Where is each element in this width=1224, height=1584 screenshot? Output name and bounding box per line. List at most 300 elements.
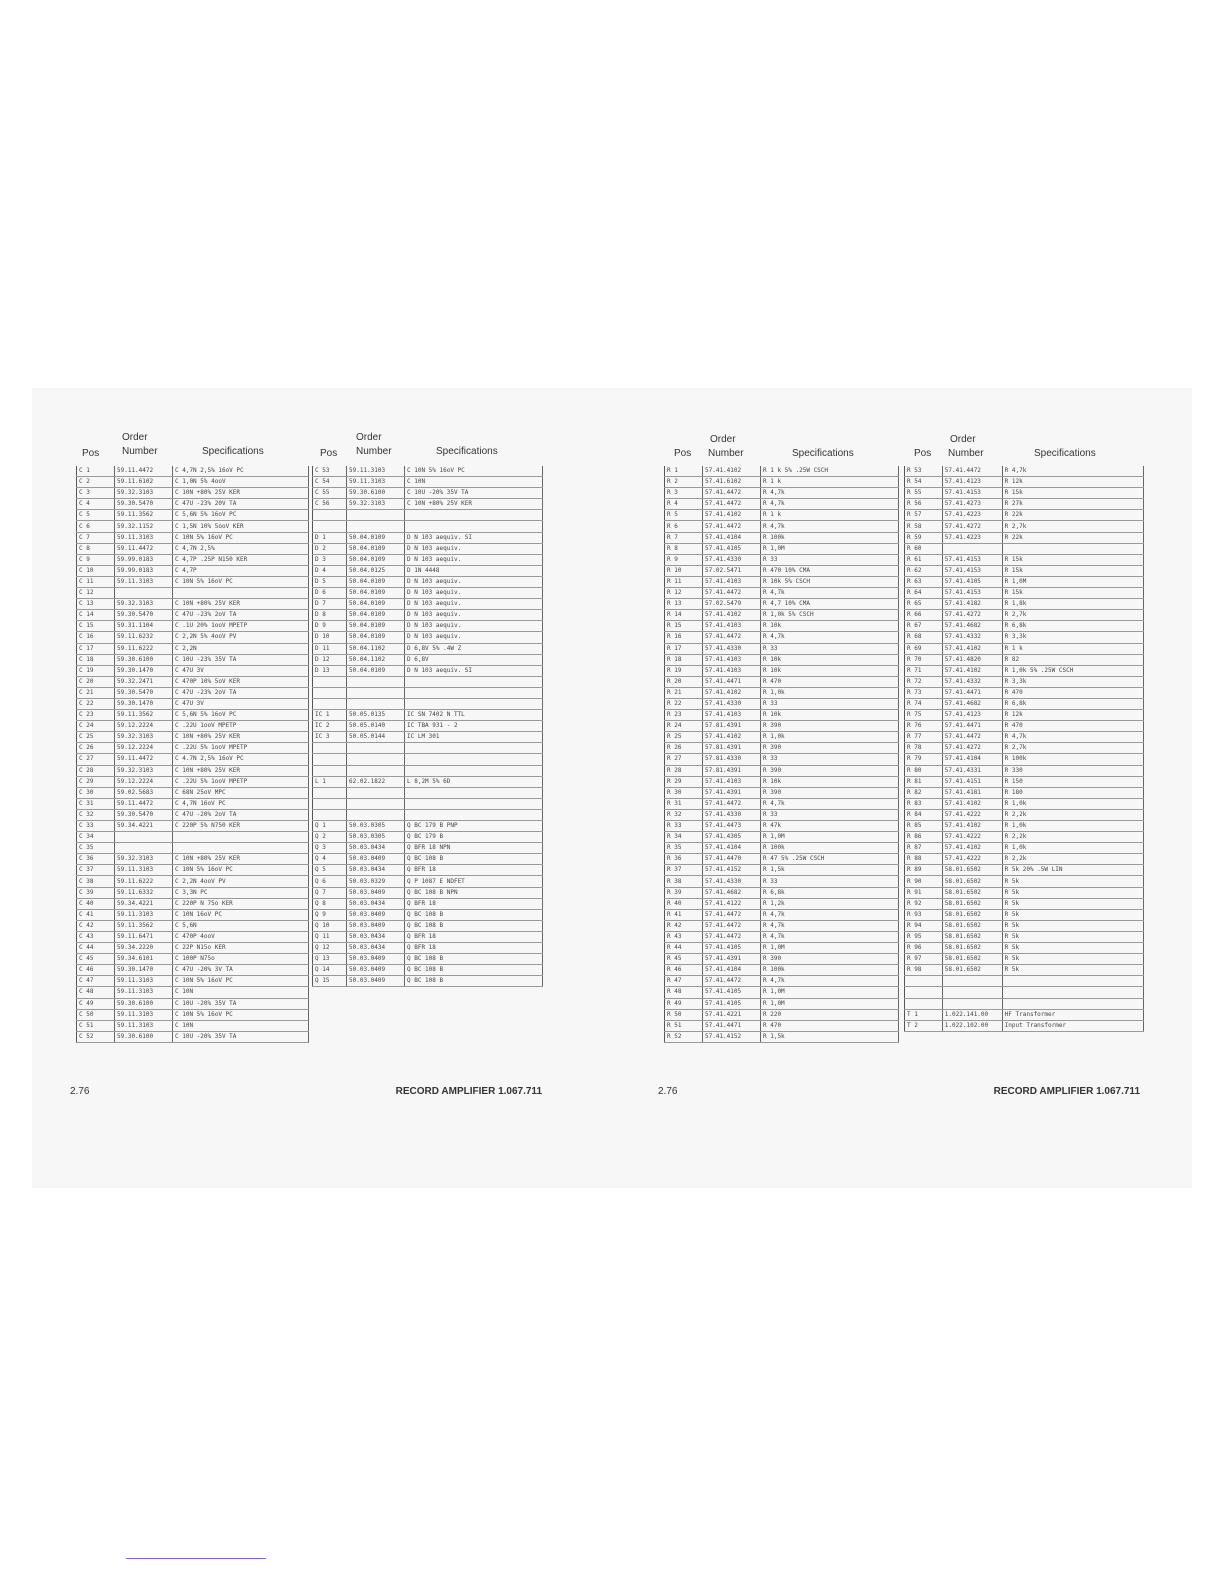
table-row — [665, 776, 899, 787]
order-number: 57.41.4472 — [703, 632, 761, 643]
specification: C 47U -23% 20V TA — [173, 499, 309, 510]
part-position: R 30 — [665, 787, 703, 798]
part-position: R 36 — [665, 854, 703, 865]
part-position: C 15 — [77, 621, 115, 632]
specification: R 22k — [1002, 532, 1143, 543]
order-number: 50.04.0125 — [347, 565, 405, 576]
part-position: C 1 — [77, 466, 115, 477]
order-number: 57.41.4153 — [942, 488, 1002, 499]
specification: R 1,0k — [761, 687, 899, 698]
order-number: 59.11.6222 — [115, 876, 173, 887]
order-number: 58.01.6502 — [942, 887, 1002, 898]
specification: R 390 — [761, 787, 899, 798]
part-position: C 33 — [77, 821, 115, 832]
order-number: 50.03.0329 — [347, 876, 405, 887]
part-position: Q 11 — [313, 931, 347, 942]
part-position: R 22 — [665, 698, 703, 709]
order-number: 59.11.3103 — [115, 576, 173, 587]
part-position: T 2 — [905, 1020, 943, 1031]
order-number: 57.41.4223 — [942, 510, 1002, 521]
specification: C 470P 10% 5oV KER — [173, 676, 309, 687]
specification: R 6,8k — [1002, 698, 1143, 709]
specification: R 1,5k — [761, 865, 899, 876]
order-number: 59.11.3103 — [115, 909, 173, 920]
part-position: Q 14 — [313, 965, 347, 976]
order-number: 57.41.4682 — [703, 887, 761, 898]
specification: C 5,6N 5% 16oV PC — [173, 510, 309, 521]
specification: C 100P N75o — [173, 954, 309, 965]
order-number — [347, 698, 405, 709]
part-position: R 29 — [665, 776, 703, 787]
specification: C 68N 25oV MPC — [173, 787, 309, 798]
part-position: C 42 — [77, 920, 115, 931]
table-row — [665, 943, 899, 954]
order-number: 57.41.4332 — [942, 676, 1002, 687]
order-number: 59.30.6100 — [115, 654, 173, 665]
part-position: R 56 — [905, 499, 943, 510]
part-position: R 97 — [905, 954, 943, 965]
order-number: 57.41.4222 — [942, 854, 1002, 865]
specification: R 15k — [1002, 488, 1143, 499]
specification: Q BFR 18 — [405, 898, 543, 909]
parts-column-right-1 — [664, 466, 899, 1043]
part-position: C 51 — [77, 1020, 115, 1031]
order-number: 57.41.4102 — [703, 466, 761, 477]
table-row — [313, 843, 543, 854]
table-row — [665, 698, 899, 709]
table-row — [905, 909, 1144, 920]
specification: D N 103 aequiv. SI — [405, 665, 543, 676]
table-row — [77, 632, 309, 643]
table-row — [313, 543, 543, 554]
table-row — [905, 887, 1144, 898]
table-row — [313, 698, 543, 709]
part-position: R 43 — [665, 931, 703, 942]
order-number: 57.41.4330 — [703, 809, 761, 820]
specification: Q BFR 18 — [405, 943, 543, 954]
header-number-2: Number — [356, 446, 392, 457]
order-number: 59.99.0183 — [115, 554, 173, 565]
order-number: 59.30.1470 — [115, 698, 173, 709]
order-number: 59.11.4472 — [115, 754, 173, 765]
part-position: R 20 — [665, 676, 703, 687]
specification: R 1,0k — [1002, 843, 1143, 854]
order-number: 57.41.4472 — [703, 499, 761, 510]
order-number — [347, 743, 405, 754]
specification: R 2,7k — [1002, 743, 1143, 754]
part-position: C 6 — [77, 521, 115, 532]
order-number: 50.03.0409 — [347, 909, 405, 920]
part-position: Q 15 — [313, 976, 347, 987]
order-number: 57.41.4102 — [703, 687, 761, 698]
order-number: 57.41.4471 — [942, 721, 1002, 732]
order-number: 1.022.102.00 — [942, 1020, 1002, 1031]
hyperlink-underline[interactable] — [126, 1558, 266, 1559]
specification: R 5k — [1002, 909, 1143, 920]
table-row — [665, 488, 899, 499]
part-position: C 28 — [77, 765, 115, 776]
specification — [405, 698, 543, 709]
specification: R 4,7k — [761, 798, 899, 809]
part-position: C 23 — [77, 710, 115, 721]
order-number: 59.11.3103 — [115, 1009, 173, 1020]
part-position: R 78 — [905, 743, 943, 754]
order-number: 57.41.4153 — [942, 588, 1002, 599]
specification: C 10N — [173, 987, 309, 998]
order-number: 59.30.6100 — [347, 488, 405, 499]
table-row — [77, 599, 309, 610]
table-row — [665, 732, 899, 743]
specification: C 4.7N 2,5% 16oV PC — [173, 754, 309, 765]
specification: C .22U 1ooV MPETP — [173, 721, 309, 732]
order-number: 57.41.4223 — [942, 532, 1002, 543]
order-number: 57.41.4102 — [942, 798, 1002, 809]
table-row — [665, 909, 899, 920]
table-row — [313, 776, 543, 787]
table-row — [665, 610, 899, 621]
order-number: 59.30.6100 — [115, 1031, 173, 1042]
order-number: 50.03.0305 — [347, 821, 405, 832]
order-number: 62.02.1822 — [347, 776, 405, 787]
specification: R 2,2k — [1002, 809, 1143, 820]
table-row — [665, 721, 899, 732]
table-row — [77, 743, 309, 754]
table-row — [905, 854, 1144, 865]
header-specifications: Specifications — [792, 448, 854, 459]
specification: Q BFR 18 — [405, 931, 543, 942]
order-number: 57.41.4105 — [703, 943, 761, 954]
table-row — [77, 1031, 309, 1042]
part-position: L 1 — [313, 776, 347, 787]
table-row — [905, 732, 1144, 743]
specification: C 47U 3V — [173, 665, 309, 676]
specification: R 5k — [1002, 943, 1143, 954]
specification: R 1,0M — [761, 943, 899, 954]
order-number — [347, 510, 405, 521]
specification: C 1,5N 10% 5ooV KER — [173, 521, 309, 532]
table-row — [905, 821, 1144, 832]
specification: R 15k — [1002, 554, 1143, 565]
specification: C 10N 5% 16oV PC — [173, 865, 309, 876]
part-position: R 9 — [665, 554, 703, 565]
table-row — [77, 665, 309, 676]
order-number: 58.01.6502 — [942, 931, 1002, 942]
part-position: R 86 — [905, 832, 943, 843]
table-row — [905, 843, 1144, 854]
part-position: C 56 — [313, 499, 347, 510]
header-number: Number — [708, 448, 744, 459]
part-position — [313, 787, 347, 798]
part-position: D 6 — [313, 588, 347, 599]
header-order: Order — [122, 432, 148, 443]
part-position: R 75 — [905, 710, 943, 721]
part-position: R 60 — [905, 543, 943, 554]
part-position: R 24 — [665, 721, 703, 732]
part-position: R 59 — [905, 532, 943, 543]
table-row — [905, 776, 1144, 787]
part-position: R 8 — [665, 543, 703, 554]
specification: R 4,7k — [761, 931, 899, 942]
order-number — [347, 787, 405, 798]
part-position: C 27 — [77, 754, 115, 765]
part-position: C 38 — [77, 876, 115, 887]
order-number: 57.41.4391 — [703, 787, 761, 798]
table-row — [77, 532, 309, 543]
order-number: 57.41.4103 — [703, 621, 761, 632]
table-row — [313, 554, 543, 565]
part-position: R 27 — [665, 754, 703, 765]
table-row — [905, 599, 1144, 610]
part-position: R 62 — [905, 565, 943, 576]
order-number: 57.41.4472 — [942, 466, 1002, 477]
table-row — [665, 632, 899, 643]
part-position: D 1 — [313, 532, 347, 543]
order-number: 59.32.1152 — [115, 521, 173, 532]
table-row — [77, 798, 309, 809]
part-position: Q 1 — [313, 821, 347, 832]
table-row — [905, 743, 1144, 754]
specification: C 10N 5% 16oV PC — [405, 466, 543, 477]
part-position: R 35 — [665, 843, 703, 854]
table-row — [905, 998, 1144, 1009]
part-position: C 49 — [77, 998, 115, 1009]
part-position: C 29 — [77, 776, 115, 787]
table-row — [905, 832, 1144, 843]
specification: R 33 — [761, 698, 899, 709]
part-position: D 10 — [313, 632, 347, 643]
specification: C .22U 5% 1ooV MPETP — [173, 776, 309, 787]
specification: D N 103 aequiv. — [405, 576, 543, 587]
order-number: 57.41.4472 — [703, 588, 761, 599]
table-row — [77, 554, 309, 565]
part-position: R 15 — [665, 621, 703, 632]
table-row — [77, 477, 309, 488]
order-number: 57.41.4103 — [703, 665, 761, 676]
order-number: 50.05.0135 — [347, 710, 405, 721]
table-row — [905, 687, 1144, 698]
part-position: R 25 — [665, 732, 703, 743]
order-number: 59.11.3103 — [347, 466, 405, 477]
table-row — [665, 665, 899, 676]
header-specifications: Specifications — [202, 446, 264, 457]
order-number: 57.41.4471 — [703, 1020, 761, 1031]
specification: C 4,7N 2,5% — [173, 543, 309, 554]
specification: R 5k — [1002, 898, 1143, 909]
part-position: R 18 — [665, 654, 703, 665]
table-row — [905, 499, 1144, 510]
table-row — [905, 920, 1144, 931]
table-row — [313, 621, 543, 632]
part-position: D 7 — [313, 599, 347, 610]
header-pos-2: Pos — [320, 448, 338, 459]
order-number: 57.41.4104 — [703, 843, 761, 854]
specification: R 390 — [761, 721, 899, 732]
specification: R 330 — [1002, 765, 1143, 776]
table-row — [77, 765, 309, 776]
specification — [405, 510, 543, 521]
part-position: R 6 — [665, 521, 703, 532]
order-number — [347, 676, 405, 687]
order-number: 59.32.3103 — [347, 499, 405, 510]
part-position: R 2 — [665, 477, 703, 488]
table-row — [905, 565, 1144, 576]
table-row — [313, 521, 543, 532]
specification: R 2,7k — [1002, 610, 1143, 621]
part-position: R 92 — [905, 898, 943, 909]
specification: R 12k — [1002, 710, 1143, 721]
specification: C 10N +80% 25V KER — [173, 765, 309, 776]
part-position: C 17 — [77, 643, 115, 654]
order-number: 50.03.0434 — [347, 865, 405, 876]
specification: C 10N 16oV PC — [173, 909, 309, 920]
order-number: 57.41.4471 — [942, 687, 1002, 698]
specification: R 4,7k — [761, 521, 899, 532]
part-position — [905, 987, 943, 998]
specification: R 4,7k — [761, 909, 899, 920]
specification: IC SN 7402 N TTL — [405, 710, 543, 721]
specification: R 2,2k — [1002, 854, 1143, 865]
specification — [405, 687, 543, 698]
order-number: 57.41.4102 — [703, 732, 761, 743]
order-number: 50.04.0109 — [347, 599, 405, 610]
part-position: R 4 — [665, 499, 703, 510]
specification: R 1,0k 5% .25W CSCH — [1002, 665, 1143, 676]
specification: R 1 k — [761, 510, 899, 521]
order-number — [347, 809, 405, 820]
part-position — [313, 754, 347, 765]
order-number: 50.04.0109 — [347, 576, 405, 587]
specification: C 47U -20% 2oV TA — [173, 809, 309, 820]
specification: C 4,7N 2,5% 16oV PC — [173, 466, 309, 477]
order-number: 57.41.4332 — [942, 632, 1002, 643]
order-number: 57.41.4473 — [703, 821, 761, 832]
order-number: 50.04.0109 — [347, 665, 405, 676]
specification: R 1,0M — [761, 998, 899, 1009]
table-row — [665, 765, 899, 776]
specification: Q BC 108 B — [405, 920, 543, 931]
document-title: RECORD AMPLIFIER 1.067.711 — [395, 1086, 542, 1097]
parts-table — [904, 466, 1144, 1032]
order-number: 57.41.4104 — [703, 965, 761, 976]
order-number: 57.41.4153 — [942, 554, 1002, 565]
header-order-2: Order — [356, 432, 382, 443]
specification: R 4,7k — [1002, 732, 1143, 743]
table-row — [77, 721, 309, 732]
specification: C 2,2N 5% 4ooV PV — [173, 632, 309, 643]
specification: R 15k — [1002, 588, 1143, 599]
order-number — [115, 832, 173, 843]
order-number — [347, 754, 405, 765]
table-row — [77, 521, 309, 532]
specification: R 470 10% CMA — [761, 565, 899, 576]
part-position: R 16 — [665, 632, 703, 643]
part-position: Q 4 — [313, 854, 347, 865]
part-position — [313, 743, 347, 754]
order-number: 50.04.0109 — [347, 554, 405, 565]
part-position: C 41 — [77, 909, 115, 920]
specification: R 33 — [761, 643, 899, 654]
order-number: 57.41.4330 — [703, 698, 761, 709]
specification: R 33 — [761, 754, 899, 765]
part-position: C 11 — [77, 576, 115, 587]
column-headers-left — [76, 430, 546, 466]
order-number: 57.41.4222 — [942, 832, 1002, 843]
table-row — [905, 621, 1144, 632]
part-position — [313, 698, 347, 709]
part-position: D 12 — [313, 654, 347, 665]
header-specifications-2: Specifications — [436, 446, 498, 457]
specification: R 470 — [1002, 687, 1143, 698]
table-row — [313, 565, 543, 576]
table-row — [313, 732, 543, 743]
part-position: C 30 — [77, 787, 115, 798]
order-number: 57.41.4181 — [942, 787, 1002, 798]
order-number: 59.32.3103 — [115, 854, 173, 865]
specification: R 100k — [761, 843, 899, 854]
part-position: R 13 — [665, 599, 703, 610]
table-row — [77, 898, 309, 909]
specification: R 10k — [761, 621, 899, 632]
specification: R 4,7k — [1002, 466, 1143, 477]
specification: C 47U -23% 2oV TA — [173, 610, 309, 621]
specification: R 100k — [1002, 754, 1143, 765]
table-row — [77, 987, 309, 998]
table-row — [905, 643, 1144, 654]
specification: C .22U 5% 1ooV MPETP — [173, 743, 309, 754]
table-row — [905, 676, 1144, 687]
table-row — [313, 499, 543, 510]
order-number — [347, 521, 405, 532]
table-row — [905, 943, 1144, 954]
part-position — [313, 687, 347, 698]
specification: R 1,0M — [761, 543, 899, 554]
order-number — [942, 543, 1002, 554]
order-number: 59.31.1104 — [115, 621, 173, 632]
document-title: RECORD AMPLIFIER 1.067.711 — [993, 1086, 1140, 1097]
part-position — [313, 676, 347, 687]
table-row — [905, 1020, 1144, 1031]
order-number: 57.41.4153 — [942, 565, 1002, 576]
table-row — [77, 1009, 309, 1020]
part-position: Q 6 — [313, 876, 347, 887]
specification: R 33 — [761, 809, 899, 820]
part-position: R 66 — [905, 610, 943, 621]
specification — [405, 743, 543, 754]
part-position: R 72 — [905, 676, 943, 687]
order-number: 58.01.6502 — [942, 954, 1002, 965]
table-row — [905, 931, 1144, 942]
part-position: C 53 — [313, 466, 347, 477]
order-number: 57.41.4102 — [942, 843, 1002, 854]
specification: Q BC 108 B NPN — [405, 887, 543, 898]
part-position — [905, 998, 943, 1009]
specification: C 10N 5% 16oV PC — [173, 1009, 309, 1020]
header-number: Number — [122, 446, 158, 457]
order-number: 59.30.1470 — [115, 665, 173, 676]
part-position: D 11 — [313, 643, 347, 654]
order-number: 59.11.4472 — [115, 466, 173, 477]
specification — [173, 832, 309, 843]
order-number: 57.41.4272 — [942, 610, 1002, 621]
table-row — [77, 676, 309, 687]
part-position — [313, 510, 347, 521]
part-position: C 34 — [77, 832, 115, 843]
order-number: 50.04.1102 — [347, 654, 405, 665]
order-number: 58.01.6502 — [942, 865, 1002, 876]
order-number: 57.41.4222 — [942, 809, 1002, 820]
table-row — [77, 621, 309, 632]
part-position: IC 2 — [313, 721, 347, 732]
